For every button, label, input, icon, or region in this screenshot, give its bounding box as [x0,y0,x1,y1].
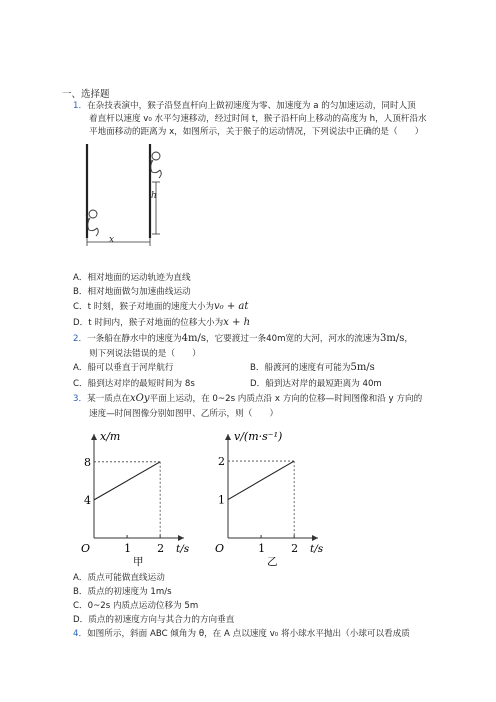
q2-option-a: A．船可以垂直于河岸航行 [73,363,174,373]
q3-option-c: C．0~2s 内质点运动位移为 5m [73,601,199,611]
x-axis-label: t/s [176,543,190,555]
q1-option-c: C．t 时刻，猴子对地面的速度大小为v₀ + at [73,301,249,312]
question-4-line-1: 4．如图所示，斜面 ABC 倾角为 θ，在 A 点以速度 v₀ 将小球水平抛出（小球可以看成质 [73,629,410,639]
x-tick-label: 2 [291,542,299,555]
x-axis-label: t/s [310,543,324,555]
y-axis-label: v/(m·s⁻¹) [234,430,283,443]
question-1-number: 1． [73,101,88,111]
q3-option-a: A．质点可能做直线运动 [73,573,165,583]
y-tick-label: 8 [84,455,91,469]
chart-yi [206,422,336,572]
q3-option-b: B．质点的初速度为 1m/s [73,587,172,597]
question-1-line-2: 着直杆以速度 v₀ 水平匀速移动，经过时间 t，猴子沿杆向上移动的高度为 h，人顶杆沿水 [89,114,427,124]
q1-option-a: A．相对地面的运动轨迹为直线 [73,273,191,283]
q2-option-d: D．船到达对岸的最短距离为 40m [250,379,382,389]
q2-option-b: B．船渡河的速度有可能为5m/s [250,362,375,373]
label-h: h [151,191,157,201]
x-axis-arrow [312,535,318,541]
q3-option-d: D．质点的初速度方向与其合力的方向垂直 [73,615,235,625]
q1-option-b: B．相对地面做匀加速曲线运动 [73,287,191,297]
data-line [94,462,160,500]
question-1-line-1 [73,100,416,112]
q1-option-c-formula: v₀ + at [214,301,249,312]
section-title: 一、选择题 [62,89,110,100]
question-3-line-1: 3．某一质点在xOy平面上运动，在 0~2s 内质点沿 x 方向的位移—时间图像和沿 y 方向的 [73,393,423,404]
y-axis-arrow [91,434,97,440]
chart-jia [72,422,202,572]
y-tick-label: 1 [218,493,225,507]
chart-caption: 甲 [133,556,144,568]
label-x: x [109,235,115,245]
x-tick-label: 2 [157,542,165,555]
question-1-line-3: 平地面移动的距离为 x，如图所示，关于猴子的运动情况，下列说法中正确的是（ ） [89,127,424,137]
x-axis-arrow [178,535,184,541]
origin-label: O [215,542,225,555]
y-axis-label: x/m [100,430,121,443]
question-4-number: 4． [73,629,88,639]
monkey-pole-figure [72,140,182,252]
question-2-line-1: 2．一条船在静水中的速度为4m/s，它要渡过一条40m宽的大河，河水的流速为3m/s， [73,333,413,344]
q1-option-d-formula: x + h [223,317,251,328]
question-3-line-2: 速度—时间图像分别如图甲、乙所示，则（ ） [89,409,279,419]
question-2-line-2: 则下列说法错误的是（ ） [89,349,201,359]
question-2-number: 2． [73,334,88,344]
q1-option-d: D．t 时间内，猴子对地面的位移大小为x + h [73,317,251,328]
y-axis-arrow [225,434,231,440]
question-1-text-1: 在杂技表演中，猴子沿竖直杆向上做初速度为零、加速度为 a 的匀加速运动，同时人顶 [87,101,416,111]
y-tick-label: 4 [84,493,91,507]
q2-option-c: C．船到达对岸的最短时间为 8s [73,379,195,389]
origin-label: O [81,542,91,555]
x-tick-label: 1 [124,542,132,555]
chart-caption: 乙 [267,556,278,568]
y-tick-label: 2 [218,455,225,469]
data-line [228,461,294,499]
x-tick-label: 1 [258,542,266,555]
question-3-number: 3． [73,394,88,404]
